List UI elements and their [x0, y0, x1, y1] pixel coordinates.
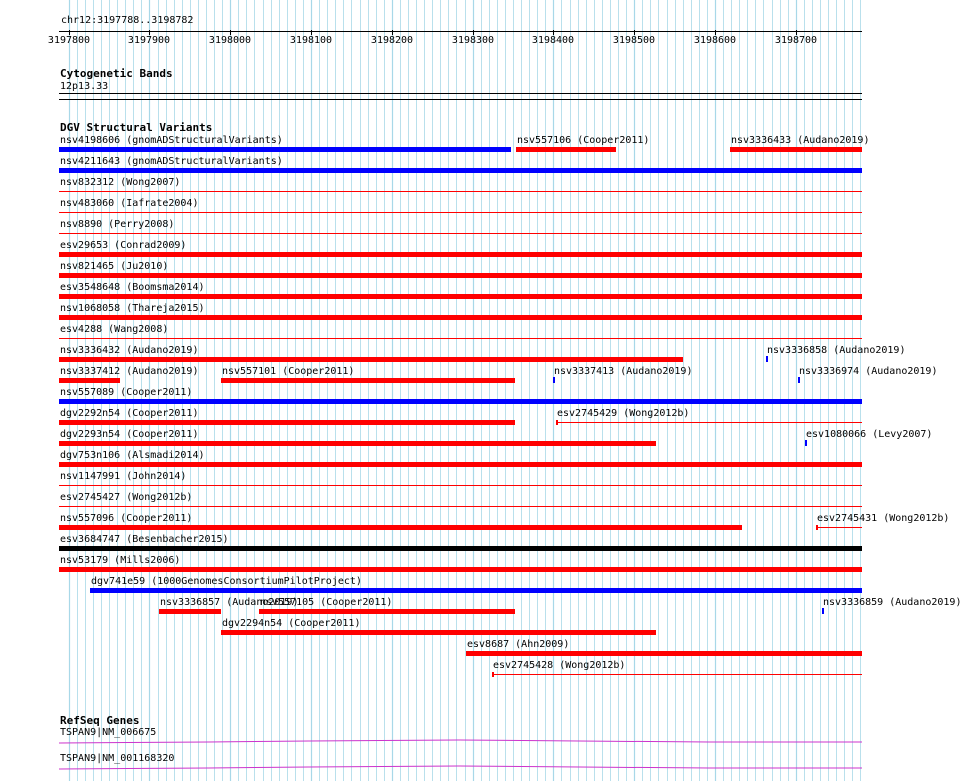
dgv-feature-glyph[interactable] [59, 191, 862, 192]
dgv-feature-label[interactable]: nsv3337412 (Audano2019) [60, 366, 199, 377]
dgv-feature-label[interactable]: nsv557096 (Cooper2011) [60, 513, 193, 524]
ruler-region: chr12:3197788..3198782 [61, 15, 194, 26]
refseq-transcript-line [59, 740, 862, 743]
ruler-tick-label: 3198100 [289, 35, 333, 46]
dgv-feature-label[interactable]: nsv557106 (Cooper2011) [517, 135, 650, 146]
dgv-feature-label[interactable]: nsv4211643 (gnomADStructuralVariants) [60, 156, 283, 167]
dgv-feature-label[interactable]: nsv1147991 (John2014) [60, 471, 187, 482]
ruler-tick-label: 3197800 [47, 35, 91, 46]
dgv-feature-glyph[interactable] [59, 546, 862, 551]
dgv-feature-label[interactable]: dgv2294n54 (Cooper2011) [222, 618, 361, 629]
dgv-feature-label[interactable]: dgv741e59 (1000GenomesConsortiumPilotProject) [91, 576, 362, 587]
dgv-feature-glyph[interactable] [556, 422, 862, 423]
dgv-feature-glyph[interactable] [59, 378, 120, 383]
dgv-feature-glyph[interactable] [59, 233, 862, 234]
dgv-feature-label[interactable]: nsv1068058 (Thareja2015) [60, 303, 205, 314]
dgv-feature-label[interactable]: nsv8890 (Perry2008) [60, 219, 175, 230]
dgv-feature-glyph[interactable] [805, 440, 807, 446]
ruler-tick-label: 3198600 [693, 35, 737, 46]
dgv-feature-label[interactable]: nsv3336432 (Audano2019) [60, 345, 199, 356]
dgv-feature-label[interactable]: nsv3336858 (Audano2019) [767, 345, 906, 356]
dgv-feature-label[interactable]: nsv557089 (Cooper2011) [60, 387, 193, 398]
dgv-feature-glyph[interactable] [766, 356, 768, 362]
dgv-feature-label[interactable]: nsv821465 (Ju2010) [60, 261, 169, 272]
ruler-tick-label: 3198200 [370, 35, 414, 46]
refseq-track-title[interactable]: RefSeq Genes [60, 714, 140, 727]
dgv-feature-glyph[interactable] [730, 147, 862, 152]
dgv-feature-label[interactable]: nsv3336974 (Audano2019) [799, 366, 938, 377]
dgv-feature-glyph[interactable] [492, 674, 862, 675]
dgv-feature-glyph[interactable] [59, 338, 862, 339]
dgv-feature-label[interactable]: esv2745428 (Wong2012b) [493, 660, 626, 671]
dgv-feature-label[interactable]: nsv3336433 (Audano2019) [731, 135, 870, 146]
dgv-feature-glyph[interactable] [822, 608, 824, 614]
dgv-feature-label[interactable]: dgv2292n54 (Cooper2011) [60, 408, 199, 419]
dgv-feature-label[interactable]: nsv3336857 (Audano2019) [160, 597, 299, 608]
dgv-feature-label[interactable]: esv4288 (Wang2008) [60, 324, 169, 335]
dgv-feature-glyph[interactable] [59, 567, 862, 572]
dgv-feature-glyph[interactable] [59, 212, 862, 213]
dgv-feature-glyph[interactable] [59, 506, 862, 507]
dgv-feature-glyph[interactable] [516, 147, 616, 152]
dgv-feature-label[interactable]: dgv753n106 (Alsmadi2014) [60, 450, 205, 461]
dgv-feature-glyph[interactable] [159, 609, 221, 614]
dgv-feature-glyph[interactable] [59, 252, 862, 257]
dgv-feature-glyph[interactable] [59, 147, 511, 152]
cytoband-bar-top [59, 93, 862, 94]
dgv-feature-glyph[interactable] [553, 377, 555, 383]
dgv-feature-label[interactable]: esv3684747 (Besenbacher2015) [60, 534, 229, 545]
dgv-feature-glyph[interactable] [59, 420, 515, 425]
dgv-feature-glyph[interactable] [59, 485, 862, 486]
refseq-transcript[interactable] [59, 762, 862, 772]
dgv-feature-label[interactable]: dgv2293n54 (Cooper2011) [60, 429, 199, 440]
dgv-feature-label[interactable]: esv1080066 (Levy2007) [806, 429, 933, 440]
dgv-feature-label[interactable]: nsv3336859 (Audano2019) [823, 597, 961, 608]
cytobands-track-title[interactable]: Cytogenetic Bands [60, 67, 173, 80]
dgv-feature-glyph[interactable] [798, 377, 800, 383]
dgv-feature-label[interactable]: esv3548648 (Boomsma2014) [60, 282, 205, 293]
dgv-feature-label[interactable]: nsv4198606 (gnomADStructuralVariants) [60, 135, 283, 146]
ruler-tick-label: 3198300 [451, 35, 495, 46]
dgv-feature-glyph[interactable] [59, 357, 683, 362]
dgv-feature-glyph[interactable] [59, 315, 862, 320]
dgv-feature-label[interactable]: esv2745429 (Wong2012b) [557, 408, 690, 419]
dgv-feature-label[interactable]: nsv483060 (Iafrate2004) [60, 198, 199, 209]
cytoband-label[interactable]: 12p13.33 [60, 81, 109, 92]
dgv-feature-glyph[interactable] [59, 441, 656, 446]
dgv-feature-glyph[interactable] [59, 294, 862, 299]
dgv-feature-label[interactable]: nsv557105 (Cooper2011) [260, 597, 393, 608]
ruler-tick-label: 3198500 [612, 35, 656, 46]
dgv-feature-glyph[interactable] [466, 651, 862, 656]
refseq-transcript-line [59, 766, 862, 769]
dgv-track-title[interactable]: DGV Structural Variants [60, 121, 213, 134]
refseq-transcript[interactable] [59, 736, 862, 746]
refseq-gene-label[interactable]: TSPAN9|NM_006675 [60, 727, 157, 738]
dgv-feature-glyph[interactable] [221, 378, 515, 383]
refseq-gene-label[interactable]: TSPAN9|NM_001168320 [60, 753, 175, 764]
dgv-feature-glyph[interactable] [259, 609, 515, 614]
ruler-tick-label: 3197900 [127, 35, 171, 46]
dgv-feature-label[interactable]: nsv53179 (Mills2006) [60, 555, 181, 566]
dgv-feature-glyph[interactable] [59, 273, 862, 278]
dgv-feature-label[interactable]: nsv557101 (Cooper2011) [222, 366, 355, 377]
ruler-tick-label: 3198400 [531, 35, 575, 46]
dgv-feature-label[interactable]: esv2745427 (Wong2012b) [60, 492, 193, 503]
dgv-feature-label[interactable]: nsv832312 (Wong2007) [60, 177, 181, 188]
ruler-tick-label: 3198700 [774, 35, 818, 46]
dgv-feature-label[interactable]: esv2745431 (Wong2012b) [817, 513, 950, 524]
dgv-feature-glyph[interactable] [59, 168, 862, 173]
cytoband-bar-bottom [59, 99, 862, 100]
dgv-feature-label[interactable]: nsv3337413 (Audano2019) [554, 366, 693, 377]
dgv-feature-glyph[interactable] [59, 462, 862, 467]
dgv-feature-glyph[interactable] [59, 399, 862, 404]
dgv-feature-label[interactable]: esv8687 (Ahn2009) [467, 639, 570, 650]
dgv-feature-glyph[interactable] [816, 527, 862, 528]
dgv-feature-glyph[interactable] [59, 525, 742, 530]
dgv-feature-label[interactable]: esv29653 (Conrad2009) [60, 240, 187, 251]
dgv-feature-glyph[interactable] [90, 588, 862, 593]
ruler-axis [59, 31, 862, 32]
ruler-tick-label: 3198000 [208, 35, 252, 46]
dgv-feature-glyph[interactable] [221, 630, 656, 635]
